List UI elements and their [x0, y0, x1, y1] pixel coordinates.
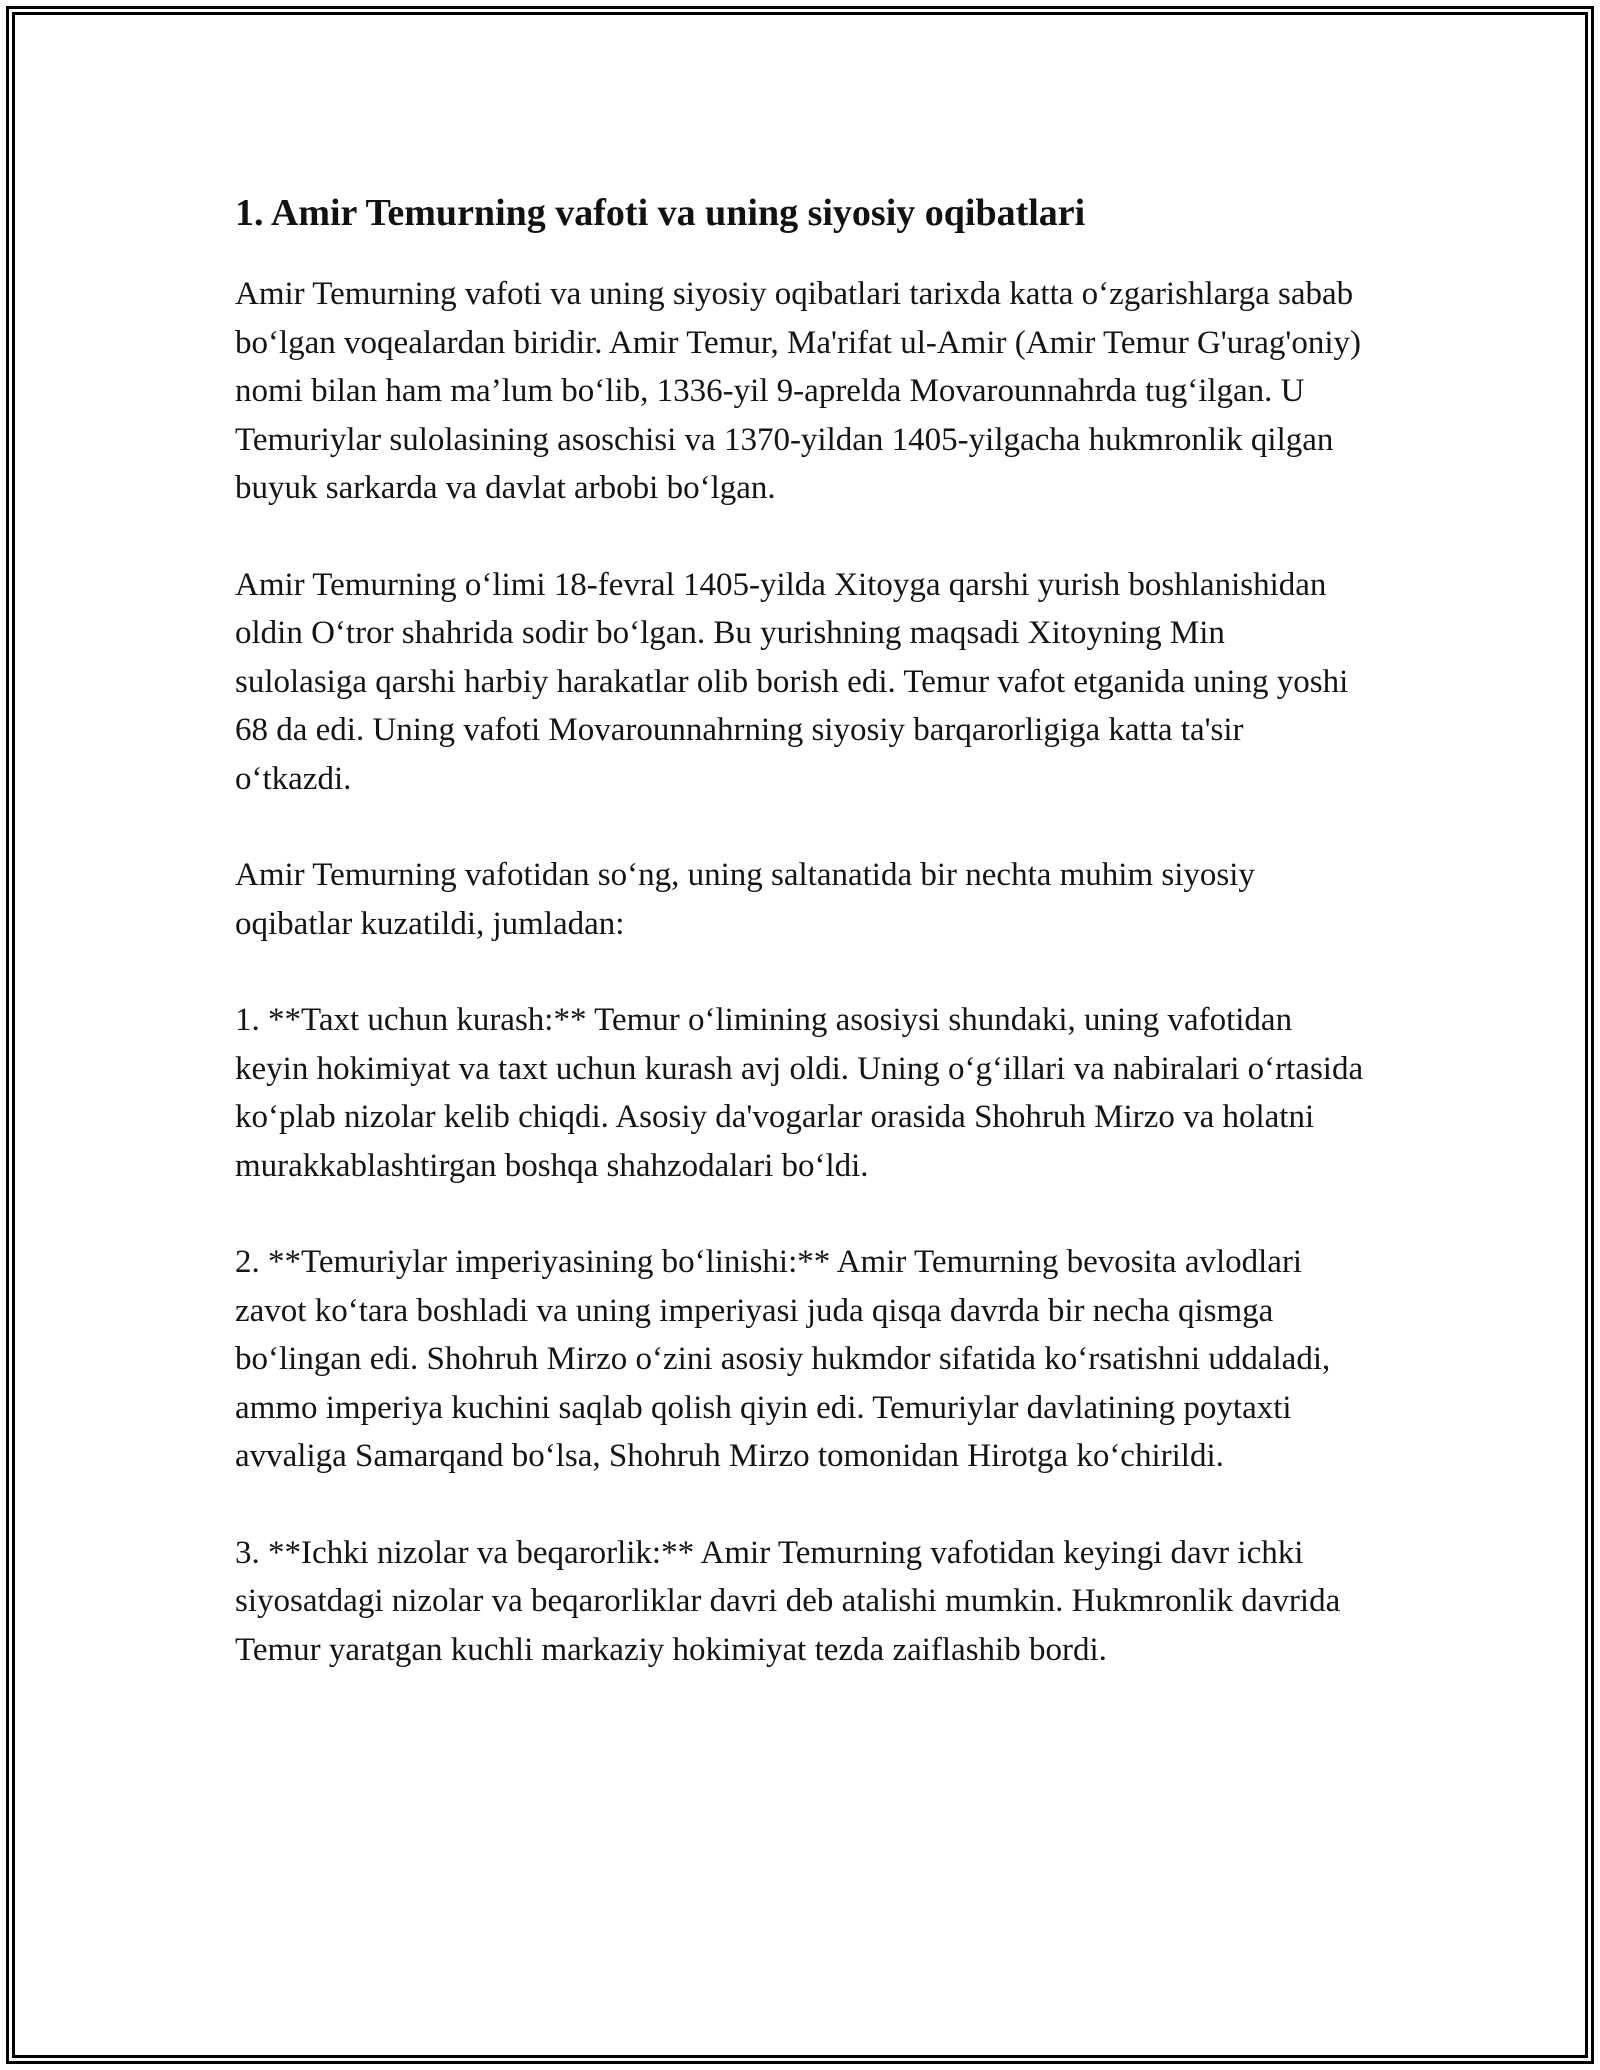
list-item-empire-division: 2. **Temuriylar imperiyasining bo‘linishi:** Amir Temurning bevosita avlodlari zavot ko‘tara boshladi va uning imperiyasi juda qisqa davrda bir necha qismga bo‘lingan edi. Shohruh Mirzo o‘zini asosiy hukmdor sifatida ko‘rsatishni uddaladi, ammo imperiya kuchini saqlab qolish qiyin edi. Temuriylar davlatining poytaxti avvaliga Samarqand bo‘lsa, Shohruh Mirzo tomonidan Hirotga ko‘chirildi. — [235, 1244, 1331, 1474]
paragraph-intro: Amir Temurning vafoti va uning siyosiy oqibatlari tarixda katta o‘zgarishlarga sabab bo‘lgan voqealardan biridir. Amir Temur, Ma'rifat ul-Amir (Amir Temur G'urag'oniy) nomi bilan ham ma’lum bo‘lib, 1336-yil 9-aprelda Movarounnahrda tug‘ilgan. U Temuriylar sulolasining asoschisi va 1370-yildan 1405-yilgacha hukmronlik qilgan buyuk sarkarda va davlat arbobi bo‘lgan. — [235, 276, 1361, 506]
paragraph-death: Amir Temurning o‘limi 18-fevral 1405-yilda Xitoyga qarshi yurish boshlanishidan oldin O‘tror shahrida sodir bo‘lgan. Bu yurishning maqsadi Xitoyning Min sulolasiga qarshi harbiy harakatlar olib borish edi. Temur vafot etganida uning yoshi 68 da edi. Uning vafoti Movarounnahrning siyosiy barqarorligiga katta ta'sir o‘tkazdi. — [235, 566, 1349, 797]
document-title: 1. Amir Temurning vafoti va uning siyosiy oqibatlari — [235, 192, 1086, 234]
paragraph-consequences-intro: Amir Temurning vafotidan so‘ng, uning saltanatida bir nechta muhim siyosiy oqibatlar kuzatildi, jumladan: — [235, 857, 1255, 942]
document-page — [235, 184, 1365, 1722]
list-item-internal-conflicts: 3. **Ichki nizolar va beqarorlik:** Amir Temurning vafotidan keyingi davr ichki siyosatdagi nizolar va beqarorliklar davri deb atalishi mumkin. Hukmronlik davrida Temur yaratgan kuchli markaziy hokimiyat tezda zaiflashib bordi. — [235, 1534, 1341, 1668]
list-item-throne-struggle: 1. **Taxt uchun kurash:** Temur o‘limining asosiysi shundaki, uning vafotidan keyin hokimiyat va taxt uchun kurash avj oldi. Uning o‘g‘illari va nabiralari o‘rtasida ko‘plab nizolar kelib chiqdi. Asosiy da'vogarlar orasida Shohruh Mirzo va holatni murakkablashtirgan boshqa shahzodalari bo‘ldi. — [235, 1002, 1364, 1184]
